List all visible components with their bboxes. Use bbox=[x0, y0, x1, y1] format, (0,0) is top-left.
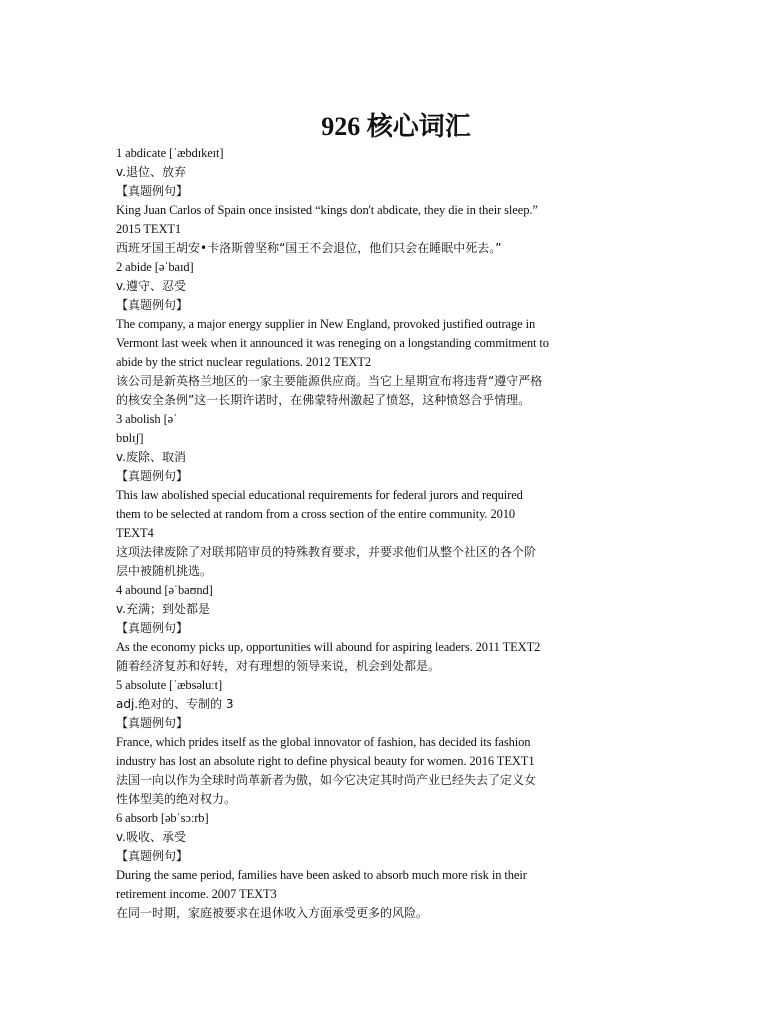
example-english: retirement income. 2007 TEXT3 bbox=[116, 887, 277, 901]
example-english: TEXT4 bbox=[116, 526, 154, 540]
example-english: King Juan Carlos of Spain once insisted “kings don't abdicate, they die in their sleep.” bbox=[116, 203, 538, 217]
entry-definition: v.充满；到处都是 bbox=[116, 602, 210, 616]
example-chinese: 该公司是新英格兰地区的一家主要能源供应商。当它上星期宣布将违背“遵守严格 bbox=[116, 374, 543, 388]
example-heading: 【真题例句】 bbox=[116, 184, 189, 198]
example-chinese: 法国一向以作为全球时尚革新者为傲，如今它决定其时尚产业已经失去了定义女 bbox=[116, 773, 537, 787]
example-chinese: 西班牙国王胡安•卡洛斯曾坚称“国王不会退位，他们只会在睡眠中死去。” bbox=[116, 241, 502, 255]
example-english: Vermont last week when it announced it was reneging on a longstanding commitment to bbox=[116, 336, 549, 350]
entry-headword: 4 abound [əˈbaʊnd] bbox=[116, 583, 213, 597]
entry-headword: 2 abide [əˈbaɪd] bbox=[116, 260, 194, 274]
example-english: France, which prides itself as the global innovator of fashion, has decided its fashion bbox=[116, 735, 531, 749]
example-chinese: 在同一时期，家庭被要求在退休收入方面承受更多的风险。 bbox=[116, 906, 429, 920]
example-chinese: 这项法律废除了对联邦陪审员的特殊教育要求，并要求他们从整个社区的各个阶 bbox=[116, 545, 537, 559]
example-english: abide by the strict nuclear regulations. 2012 TEXT2 bbox=[116, 355, 372, 369]
example-chinese: 层中被随机挑选。 bbox=[116, 564, 213, 578]
example-english: 2015 TEXT1 bbox=[116, 222, 182, 236]
example-english: industry has lost an absolute right to define physical beauty for women. 2016 TEXT1 bbox=[116, 754, 535, 768]
entry-headword: bɒlɪʃ] bbox=[116, 431, 144, 445]
example-english: them to be selected at random from a cross section of the entire community. 2010 bbox=[116, 507, 516, 521]
entry-definition: v.吸收、承受 bbox=[116, 830, 186, 844]
example-chinese: 性体型美的绝对权力。 bbox=[116, 792, 237, 806]
entry-headword: 1 abdicate [ˈæbdɪkeɪt] bbox=[116, 146, 224, 160]
entry-headword: 3 abolish [əˈ bbox=[116, 412, 178, 426]
entry-definition: v.退位、放弃 bbox=[116, 165, 186, 179]
example-english: The company, a major energy supplier in New England, provoked justified outrage in bbox=[116, 317, 536, 331]
vocabulary-list bbox=[116, 144, 676, 923]
example-heading: 【真题例句】 bbox=[116, 298, 189, 312]
entry-definition: v.遵守、忍受 bbox=[116, 279, 186, 293]
example-chinese: 随着经济复苏和好转，对有理想的领导来说，机会到处都是。 bbox=[116, 659, 441, 673]
example-heading: 【真题例句】 bbox=[116, 716, 189, 730]
entry-headword: 5 absolute [ˈæbsəluːt] bbox=[116, 678, 223, 692]
example-heading: 【真题例句】 bbox=[116, 849, 189, 863]
entry-headword: 6 absorb [əbˈsɔːrb] bbox=[116, 811, 209, 825]
example-heading: 【真题例句】 bbox=[116, 469, 189, 483]
example-english: This law abolished special educational requirements for federal jurors and required bbox=[116, 488, 523, 502]
example-english: As the economy picks up, opportunities will abound for aspiring leaders. 2011 TEXT2 bbox=[116, 640, 541, 654]
example-chinese: 的核安全条例”这一长期许诺时，在佛蒙特州激起了愤怒，这种愤怒合乎情理。 bbox=[116, 393, 531, 407]
page-title: 926 核心词汇 bbox=[321, 112, 471, 141]
entry-definition: v.废除、取消 bbox=[116, 450, 186, 464]
example-english: During the same period, families have been asked to absorb much more risk in their bbox=[116, 868, 527, 882]
entry-definition: adj.绝对的、专制的 3 bbox=[116, 697, 234, 711]
example-heading: 【真题例句】 bbox=[116, 621, 189, 635]
